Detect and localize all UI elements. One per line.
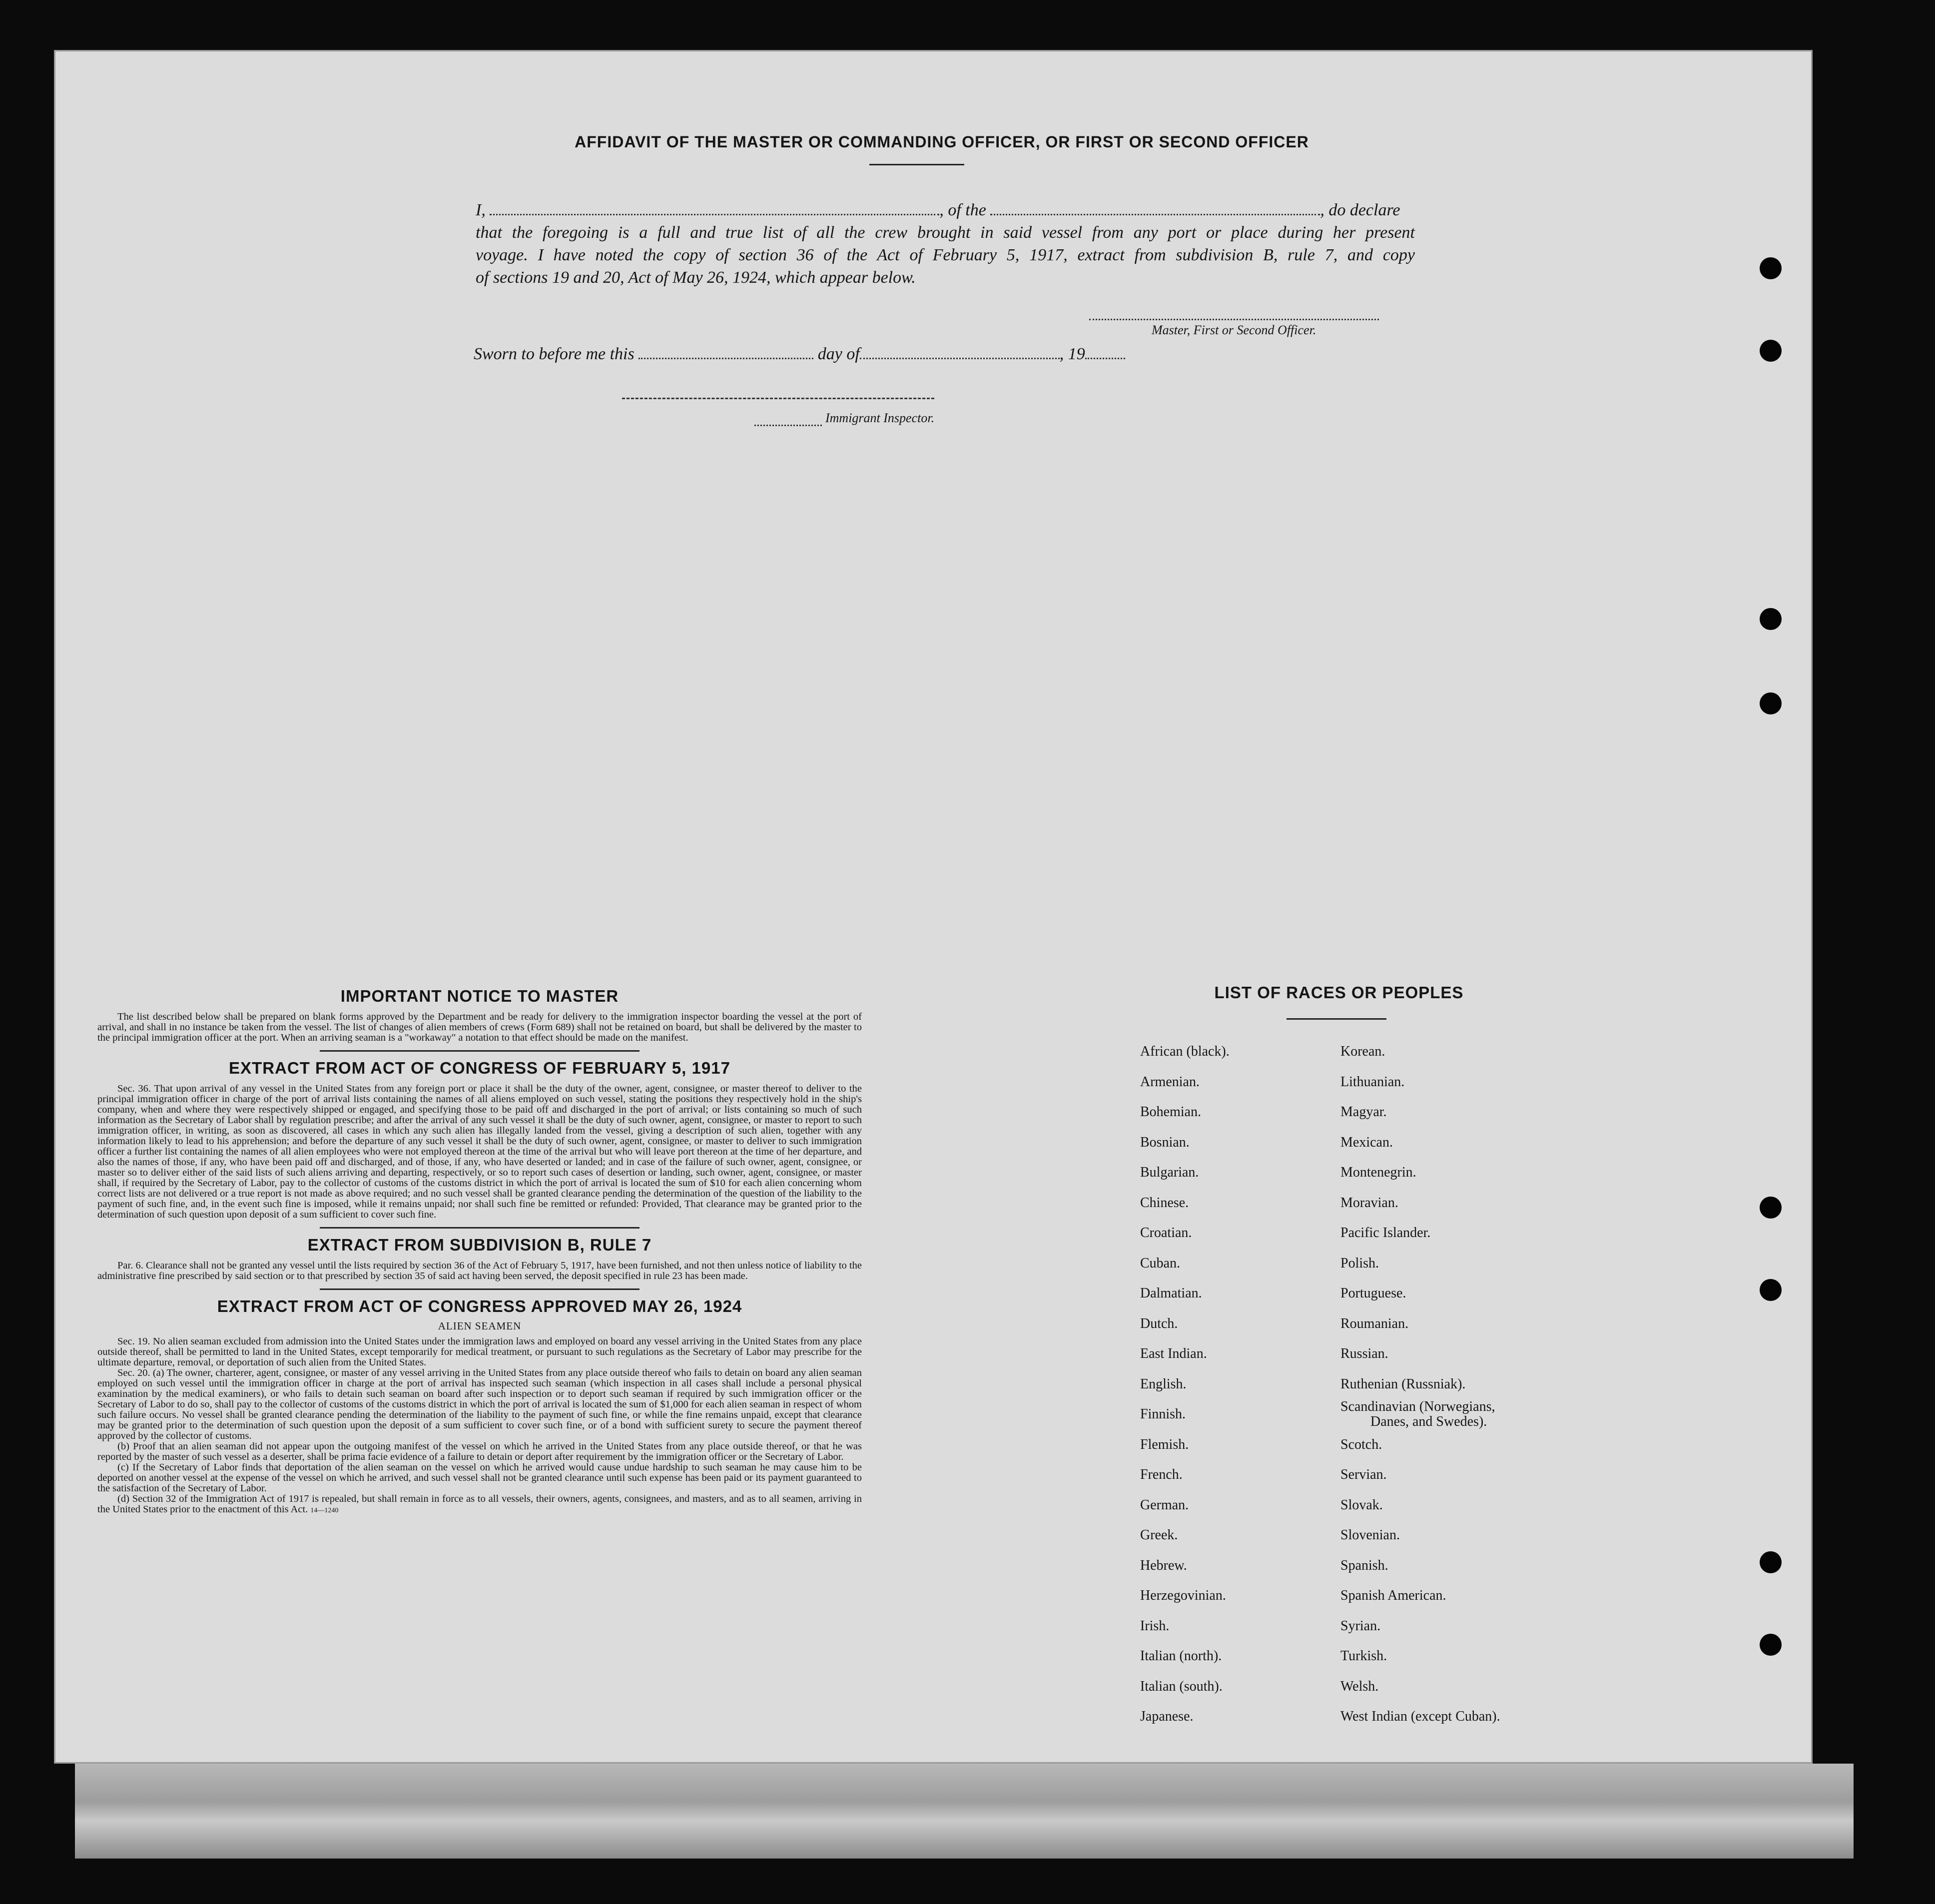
section-divider	[320, 1050, 640, 1052]
race-item: Italian (south).	[1140, 1678, 1223, 1694]
inspector-signature-line[interactable]	[622, 398, 934, 399]
race-item: Mexican.	[1340, 1134, 1393, 1150]
punch-hole	[1760, 608, 1782, 630]
race-item: Roumanian.	[1340, 1315, 1409, 1331]
sec20c-text: (c) If the Secretary of Labor finds that deportation of the alien seaman on the vessel on which he arrived would cause undue hardship to such seaman he may cause him to be deported on another vessel at the expense of the vessel on which he arrived, and such vessel shall not be granted clearance until such expense has been paid or its payment guaranteed to the satisfaction of the Secretary of Labor.	[97, 1462, 862, 1494]
sec20d-text	[97, 1494, 862, 1516]
race-item: Finnish.	[1140, 1406, 1186, 1422]
sworn-day-blank[interactable]	[639, 345, 813, 359]
legal-notice-column	[97, 987, 862, 1516]
declaration-line-1	[476, 199, 1415, 221]
race-item: Herzegovinian.	[1140, 1588, 1226, 1603]
race-item: East Indian.	[1140, 1346, 1207, 1361]
races-heading: LIST OF RACES OR PEOPLES	[1214, 983, 1464, 1002]
sec20a-text: Sec. 20. (a) The owner, charterer, agent, consignee, or master of any vessel arriving in the United States from any place outside thereof who fails to detain on board any alien seaman employed on such vessel until the immigration officer in charge at the port of arrival has inspected such seaman (which inspection in all cases shall include a personal physical examination by the medical examiners), or who fails to detain such seaman on board after such inspection or to deport such seaman if required by such immigration officer or the Secretary of Labor to do so, shall pay to the collector of customs of the customs district in which the port of arrival is located the sum of $1,000 for each alien seaman in respect of whom such failure occurs. No vessel shall be granted clearance pending the determination of the liability to the payment of such fine, or while the fine remains unpaid, except that clearance may be granted prior to the determination of such question upon the deposit of a sum sufficient to cover such fine, or of a bond with sufficient surety to secure the payment thereof approved by the collector of customs.	[97, 1367, 862, 1441]
year-label: , 19	[1059, 345, 1085, 363]
race-item: Lithuanian.	[1340, 1074, 1405, 1090]
race-item	[1340, 1399, 1500, 1430]
form-number: 14—1240	[310, 1507, 339, 1514]
master-caption: Master, First or Second Officer.	[1152, 323, 1316, 337]
section-divider	[320, 1227, 640, 1229]
sworn-line	[474, 345, 1125, 364]
race-item: Italian (north).	[1140, 1648, 1222, 1664]
race-item: French.	[1140, 1467, 1183, 1482]
race-item: Syrian.	[1340, 1618, 1381, 1634]
race-item: English.	[1140, 1376, 1187, 1392]
race-item: Irish.	[1140, 1618, 1170, 1634]
race-item: Chinese.	[1140, 1195, 1189, 1211]
race-item: Cuban.	[1140, 1255, 1181, 1271]
race-item: Dutch.	[1140, 1315, 1178, 1331]
declaration-line-3: voyage. I have noted the copy of section 36 of the Act of February 5, 1917, extract from subdivision B, rule 7, and copy	[476, 246, 1415, 264]
race-item: Dalmatian.	[1140, 1285, 1202, 1301]
race-item: Turkish.	[1340, 1648, 1387, 1664]
race-item: West Indian (except Cuban).	[1340, 1709, 1500, 1724]
race-item: Montenegrin.	[1340, 1165, 1416, 1180]
races-list	[1169, 983, 1509, 1002]
extract-1924-heading: EXTRACT FROM ACT OF CONGRESS APPROVED MAY 26, 1924	[217, 1297, 742, 1315]
affidavit-declaration	[476, 199, 1415, 289]
rule7-heading: EXTRACT FROM SUBDIVISION B, RULE 7	[307, 1236, 652, 1254]
sworn-year-blank[interactable]	[1085, 345, 1125, 359]
race-item: Scotch.	[1340, 1436, 1382, 1452]
inspector-caption: Immigrant Inspector.	[825, 411, 935, 425]
races-left-column	[1140, 1037, 1230, 1732]
declarant-prefix: I,	[476, 201, 486, 219]
race-item: Polish.	[1340, 1255, 1379, 1271]
races-right-column	[1340, 1037, 1500, 1732]
race-item: Pacific Islander.	[1340, 1225, 1431, 1241]
notice-text: The list described below shall be prepared on blank forms approved by the Department and be ready for delivery to the immigration inspector boarding the vessel at the port of arrival, and shall in no instance be taken from the vessel. The list of changes of alien members of crews (Form 689) shall not be retained on board, but shall be delivered by the master to the principal immigration officer at the port. When an arriving seaman is a "workaway" a notation to that effect should be made on the manifest.	[97, 1011, 862, 1043]
punch-hole	[1760, 692, 1782, 714]
race-item-continuation: Danes, and Swedes).	[1370, 1414, 1487, 1429]
punch-hole	[1760, 1197, 1782, 1219]
sworn-month-blank[interactable]	[860, 345, 1060, 359]
race-item: German.	[1140, 1497, 1189, 1513]
punch-hole	[1760, 340, 1782, 362]
race-item: Armenian.	[1140, 1074, 1200, 1090]
race-item: Moravian.	[1340, 1195, 1398, 1211]
race-item: Bohemian.	[1140, 1104, 1202, 1120]
punch-hole	[1760, 1551, 1782, 1573]
punch-hole	[1760, 1634, 1782, 1656]
punch-hole	[1760, 257, 1782, 279]
sec20b-text: (b) Proof that an alien seaman did not appear upon the outgoing manifest of the vessel on which he arrived in the United States from any place outside thereof, or that he was reported by the master of such vessel as a deserter, shall be prima facie evidence of a failure to detain or deport after requirement by the immigration officer or the Secretary of Labor.	[97, 1441, 862, 1462]
race-item: Korean.	[1340, 1044, 1385, 1059]
race-item: Magyar.	[1340, 1104, 1387, 1120]
section-divider	[320, 1288, 640, 1290]
race-item: Ruthenian (Russniak).	[1340, 1376, 1466, 1392]
declaration-line-4: of sections 19 and 20, Act of May 26, 1924, which appear below.	[476, 268, 916, 287]
rule7-text: Par. 6. Clearance shall not be granted any vessel until the lists required by section 36 of the Act of February 5, 1917, have been furnished, and not then unless notice of liability to the administrative fine prescribed by said section or to that prescribed by section 35 of said act having been served, the deposit specified in rule 23 has been made.	[97, 1260, 862, 1281]
master-signature-line[interactable]	[1089, 319, 1379, 320]
race-item: Slovak.	[1340, 1497, 1383, 1513]
declaration-line-2: that the foregoing is a full and true list of all the crew brought in said vessel from any port or place during her present	[476, 223, 1415, 242]
race-item: Japanese.	[1140, 1709, 1194, 1724]
extract-1917-heading: EXTRACT FROM ACT OF CONGRESS OF FEBRUARY 5, 1917	[229, 1059, 730, 1077]
do-declare-label: , do declare	[1320, 201, 1400, 219]
race-item: Spanish American.	[1340, 1588, 1446, 1603]
race-item: Russian.	[1340, 1346, 1388, 1361]
of-the-label: , of the	[939, 201, 986, 219]
declarant-name-blank[interactable]	[490, 201, 939, 215]
notice-heading: IMPORTANT NOTICE TO MASTER	[340, 987, 619, 1005]
race-item: Bosnian.	[1140, 1134, 1190, 1150]
race-item: Hebrew.	[1140, 1557, 1187, 1573]
race-item: Bulgarian.	[1140, 1165, 1199, 1180]
extract-1917-text: Sec. 36. That upon arrival of any vessel in the United States from any foreign port or place it shall be the duty of the owner, agent, consignee, or master thereof to deliver to the principal immigration officer in charge of the port of arrival lists containing the names of all aliens employed on such vessel, stating the positions they respectively hold in the ship's company, when and where they were respectively shipped or engaged, and specifying those to be paid off and discharged in the port of arrival; or lists containing so much of such information as the Secretary of Labor shall by regulation prescribe; and after the arrival of any such vessel it shall be the duty of such owner, agent, consignee, or master to report to such immigration officer, in writing, as soon as discovered, all cases in which any such alien has illegally landed from the vessel, giving a description of such alien, together with any information likely to lead to his apprehension; and before the departure of any such vessel it shall be the duty of such owner, agent, consignee, or master to deliver to such immigration officer a further list containing the names of all alien employees who were not employed thereon at the time of the arrival but who will leave port thereon at the time of her departure, and also the names of those, if any, who have been paid off and discharged, and of those, if any, who have deserted or landed; and in case of the failure of such owner, agent, consignee, or master so to deliver either of the said lists of such aliens arriving and departing, respectively, or so to report such cases of desertion or landing, such owner, agent, consignee, or master shall, if required by the Secretary of Labor, pay to the collector of customs of the customs district in which the port of arrival is located the sum of $10 for each alien concerning whom correct lists are not delivered or a true report is not made as above required; and no such vessel shall be granted clearance pending the determination of the question of the liability to the payment of such fine, and, in the event such fine is imposed, while it remains unpaid; nor shall such fine be remitted or refunded: Provided, That clearance may be granted prior to the determination of such question upon deposit of a sum sufficient to cover such fine.	[97, 1083, 862, 1220]
sec20d-body: (d) Section 32 of the Immigration Act of 1917 is repealed, but shall remain in force as to all vessels, their owners, agents, consignees, and masters, and as to all seamen, arriving in the United States prior to the enactment of this Act.	[97, 1493, 862, 1515]
inspector-caption-lead	[754, 425, 822, 426]
races-divider	[1287, 1018, 1386, 1020]
punch-hole	[1760, 1279, 1782, 1301]
race-item-line: Scandinavian (Norwegians,	[1340, 1399, 1495, 1414]
page-edge-stack	[75, 1764, 1854, 1859]
race-item: Spanish.	[1340, 1557, 1388, 1573]
sec19-text: Sec. 19. No alien seaman excluded from admission into the United States under the immigration laws and employed on board any vessel arriving in the United States from any place outside thereof, shall be permitted to land in the United States, except temporarily for medical treatment, or pursuant to such regulations as the Secretary of Labor may prescribe for the ultimate departure, removal, or deportation of such alien from the United States.	[97, 1336, 862, 1368]
affidavit-title: AFFIDAVIT OF THE MASTER OR COMMANDING OFFICER, OR FIRST OR SECOND OFFICER	[575, 133, 1309, 151]
race-item: Welsh.	[1340, 1678, 1379, 1694]
alien-seamen-subheading: ALIEN SEAMEN	[438, 1320, 522, 1332]
race-item: African (black).	[1140, 1044, 1230, 1059]
race-item: Flemish.	[1140, 1436, 1189, 1452]
title-divider	[869, 164, 964, 165]
race-item: Greek.	[1140, 1527, 1178, 1543]
race-item: Servian.	[1340, 1467, 1387, 1482]
vessel-name-blank[interactable]	[990, 201, 1320, 215]
race-item: Croatian.	[1140, 1225, 1192, 1241]
race-item: Slovenian.	[1340, 1527, 1400, 1543]
sworn-label: Sworn to before me this	[474, 345, 635, 363]
day-of-label: day of	[817, 345, 860, 363]
race-item: Portuguese.	[1340, 1285, 1406, 1301]
